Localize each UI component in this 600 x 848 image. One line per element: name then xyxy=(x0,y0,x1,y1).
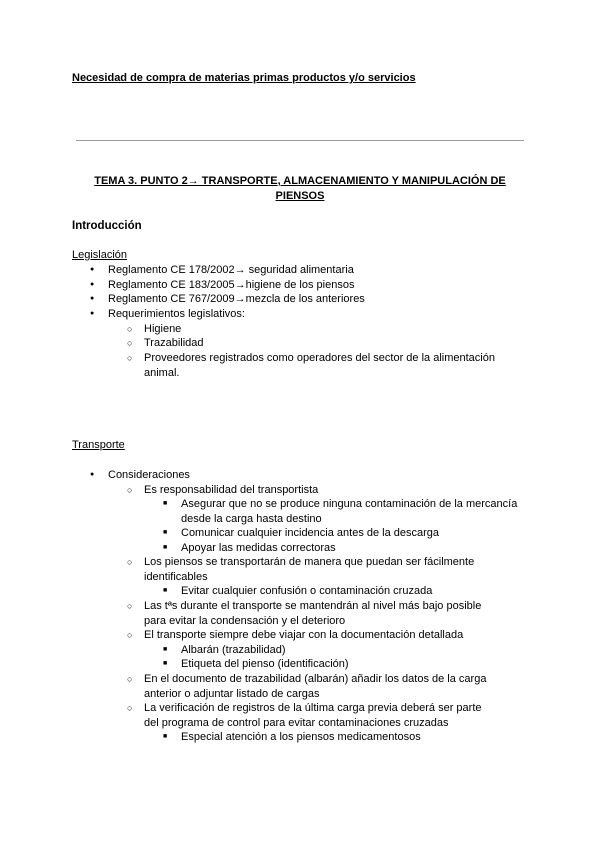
list-item: ○ En el documento de trazabilidad (albarán) añadir los datos de la carga anterior o adjuntar listado de cargas xyxy=(144,672,489,701)
list-item: ● Reglamento CE 183/2005→higiene de los piensos xyxy=(108,278,354,293)
list-item: ■ Especial atención a los piensos medicamentosos xyxy=(181,730,421,745)
header-text: Necesidad de compra de materias primas productos y/o servicios xyxy=(72,72,416,84)
list-item: ■ Apoyar las medidas correctoras xyxy=(181,541,336,556)
list-item: ○ Higiene xyxy=(144,322,181,337)
list-item: ○ Los piensos se transportarán de manera que puedan ser fácilmente identificables xyxy=(144,555,484,584)
list-item: ■ Comunicar cualquier incidencia antes de la descarga xyxy=(181,526,439,541)
list-item: ○ Las tªs durante el transporte se mantendrán al nivel más bajo posible para evitar la condensación y el deterioro xyxy=(144,599,489,628)
intro-heading: Introducción xyxy=(72,220,142,232)
list-item: ○ El transporte siempre debe viajar con la documentación detallada xyxy=(144,628,463,643)
list-item: ■ Etiqueta del pienso (identificación) xyxy=(181,657,349,672)
list-item: ● Consideraciones xyxy=(108,468,190,483)
list-item: ○ Proveedores registrados como operadores del sector de la alimentación animal. xyxy=(144,351,514,380)
list-item: ● Reglamento CE 767/2009→mezcla de los anteriores xyxy=(108,292,365,307)
list-item: ○ Trazabilidad xyxy=(144,336,204,351)
legislacion-heading: Legislación xyxy=(72,249,128,261)
list-item: ■ Asegurar que no se produce ninguna contaminación de la mercancía desde la carga hasta destino xyxy=(181,497,526,526)
list-item: ● Requerimientos legislativos: xyxy=(108,307,245,322)
page-title: TEMA 3. PUNTO 2→ TRANSPORTE, ALMACENAMIENTO Y MANIPULACIÓN DE PIENSOS xyxy=(94,175,506,202)
transporte-heading: Transporte xyxy=(72,439,125,451)
list-item: ■ Albarán (trazabilidad) xyxy=(181,643,286,658)
list-item: ● Reglamento CE 178/2002→ seguridad alimentaria xyxy=(108,263,354,278)
list-item: ■ Evitar cualquier confusión o contaminación cruzada xyxy=(181,584,432,599)
list-item: ○ Es responsabilidad del transportista xyxy=(144,483,318,498)
horizontal-divider xyxy=(76,140,524,141)
list-item: ○ La verificación de registros de la última carga previa deberá ser parte del programa de control para evitar contaminaciones cruzadas xyxy=(144,701,489,730)
